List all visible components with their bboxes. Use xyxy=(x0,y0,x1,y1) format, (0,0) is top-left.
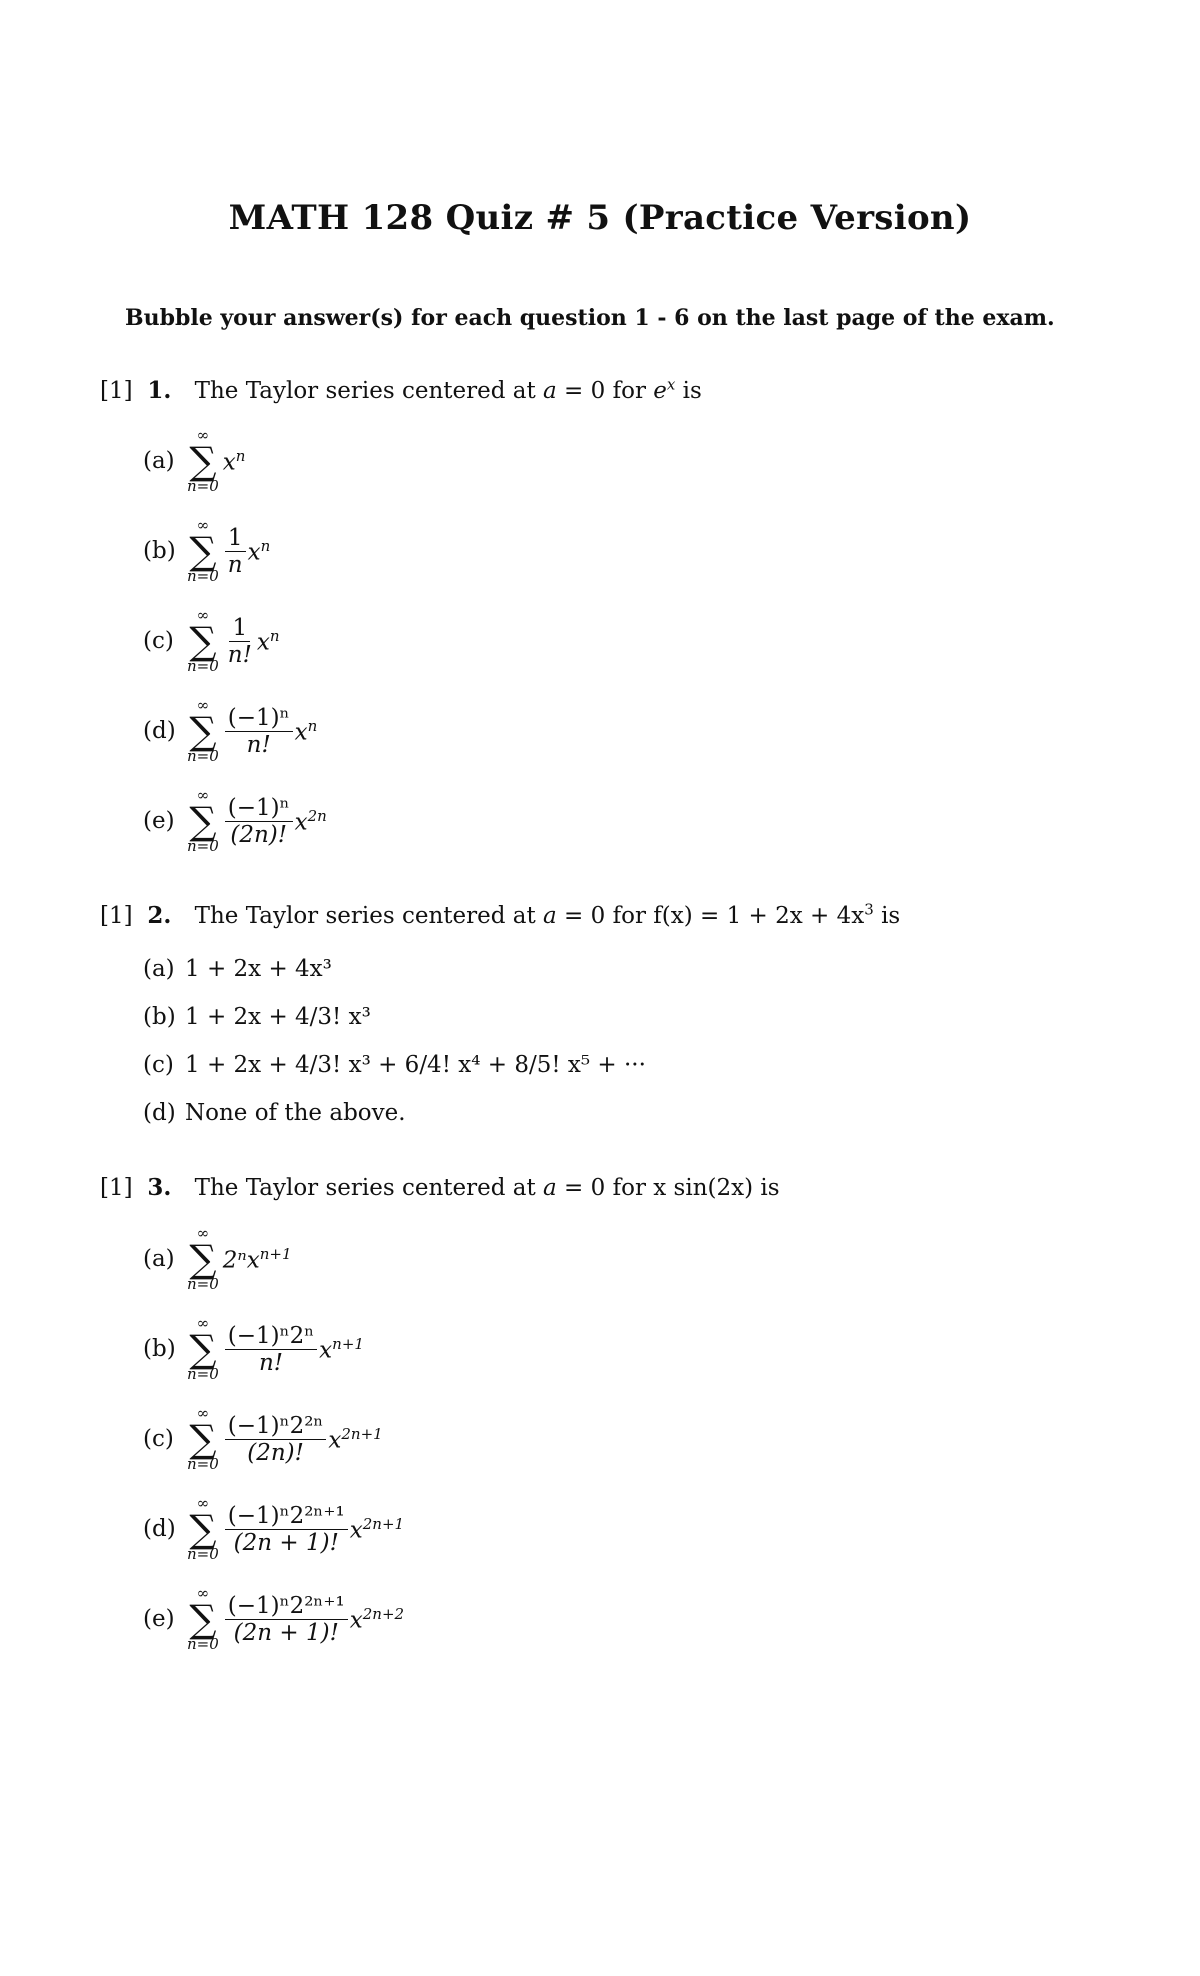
question-1 xyxy=(100,375,702,404)
fraction: $\frac{1}{n}$ xyxy=(225,525,246,578)
points-badge: [1] xyxy=(100,377,133,404)
fraction: $\frac{\text{(−1)ⁿ}}{(2n)!}$ xyxy=(225,795,293,848)
fraction: $\frac{\text{(−1)ⁿ2²ⁿ⁺¹}}{(2n + 1)!}$ xyxy=(225,1503,348,1556)
option-3e[interactable] xyxy=(143,1586,404,1652)
option-label: (a) xyxy=(143,1246,175,1272)
option-1d[interactable] xyxy=(143,698,317,764)
option-label: (a) xyxy=(143,448,175,474)
option-2a[interactable] xyxy=(143,956,332,982)
page-title: MATH 128 Quiz # 5 (Practice Version) xyxy=(228,198,972,238)
question-number: 1. xyxy=(147,376,172,404)
option-text: None of the above. xyxy=(185,1100,406,1126)
points-badge: [1] xyxy=(100,902,133,929)
summation-icon: ∞ ∑ n=0 xyxy=(187,606,219,675)
summation-icon: ∞ ∑ n=0 xyxy=(187,1314,219,1383)
option-3a[interactable] xyxy=(143,1226,292,1292)
option-label: (b) xyxy=(143,1336,176,1362)
series-term: $x^{n+1}$ xyxy=(319,1334,364,1364)
series-term: $x^{2n+1}$ xyxy=(328,1424,383,1454)
summation-icon: ∞ ∑ n=0 xyxy=(187,1404,219,1473)
question-number: 3. xyxy=(147,1173,172,1201)
option-2d[interactable] xyxy=(143,1100,406,1126)
fraction: $\frac{1}{n!}$ xyxy=(227,614,252,668)
option-3b[interactable] xyxy=(143,1316,364,1382)
summation-icon: ∞ ∑ n=0 xyxy=(187,696,219,765)
option-text: 1 + 2x + 4x³ xyxy=(185,956,332,982)
summation-icon: ∞ ∑ n=0 xyxy=(187,1224,219,1293)
option-2b[interactable] xyxy=(143,1004,371,1030)
fraction: $\frac{\text{(−1)ⁿ}}{n!}$ xyxy=(225,705,293,758)
option-label: (c) xyxy=(143,1052,174,1078)
option-label: (d) xyxy=(143,1516,176,1542)
question-3 xyxy=(100,1172,780,1201)
option-text: 1 + 2x + 4/3! x³ + 6/4! x⁴ + 8/5! x⁵ + ··· xyxy=(185,1052,646,1078)
option-label: (c) xyxy=(143,1426,174,1452)
option-label: (c) xyxy=(143,628,174,654)
series-term: $x^{2n+1}$ xyxy=(349,1514,405,1544)
instructions: Bubble your answer(s) for each question 1 - 6 on the last page of the exam. xyxy=(125,305,1055,331)
series-term: 2ⁿx$^{n+1}$ xyxy=(222,1244,292,1274)
option-text: 1 + 2x + 4/3! x³ xyxy=(185,1004,371,1030)
option-label: (e) xyxy=(143,808,175,834)
option-label: (b) xyxy=(143,1004,176,1030)
series-term: $x^n$ xyxy=(256,626,280,656)
question-2 xyxy=(100,900,900,929)
option-1e[interactable] xyxy=(143,788,327,854)
series-term: $x^n$ xyxy=(294,716,318,746)
points-badge: [1] xyxy=(100,1174,133,1201)
option-label: (d) xyxy=(143,718,176,744)
option-label: (d) xyxy=(143,1100,176,1126)
summation-icon: ∞ ∑ n=0 xyxy=(187,1584,219,1653)
option-label: (a) xyxy=(143,956,175,982)
summation-icon: ∞ ∑ n=0 xyxy=(187,1494,219,1563)
fraction: $\frac{\text{(−1)ⁿ2²ⁿ⁺¹}}{(2n + 1)!}$ xyxy=(225,1593,348,1646)
series-term: $x^{2n+2}$ xyxy=(349,1604,405,1634)
fraction: $\frac{\text{(−1)ⁿ2²ⁿ}}{(2n)!}$ xyxy=(225,1413,327,1466)
series-term: $x^n$ xyxy=(222,446,246,476)
option-label: (b) xyxy=(143,538,176,564)
series-term: $x^n$ xyxy=(247,536,271,566)
option-1c[interactable] xyxy=(143,608,280,674)
summation-icon: ∞ ∑ n=0 xyxy=(187,426,219,495)
series-term: $x^{2n}$ xyxy=(294,806,327,836)
option-3d[interactable] xyxy=(143,1496,404,1562)
option-label: (e) xyxy=(143,1606,175,1632)
summation-icon: ∞ ∑ n=0 xyxy=(187,786,219,855)
question-stem: The Taylor series centered at a = 0 for x sin(2x) is xyxy=(194,1174,780,1201)
question-stem: The Taylor series centered at a = 0 for $f(x) = 1 + 2x + 4x^3$ is xyxy=(194,900,901,929)
summation-icon: ∞ ∑ n=0 xyxy=(187,516,219,585)
option-1b[interactable] xyxy=(143,518,270,584)
option-3c[interactable] xyxy=(143,1406,383,1472)
question-number: 2. xyxy=(147,901,172,929)
question-stem: The Taylor series centered at a = 0 for $e^x$ is xyxy=(194,375,702,404)
option-2c[interactable] xyxy=(143,1052,646,1078)
fraction: $\frac{\text{(−1)ⁿ2ⁿ}}{n!}$ xyxy=(225,1323,317,1376)
option-1a[interactable] xyxy=(143,428,245,494)
